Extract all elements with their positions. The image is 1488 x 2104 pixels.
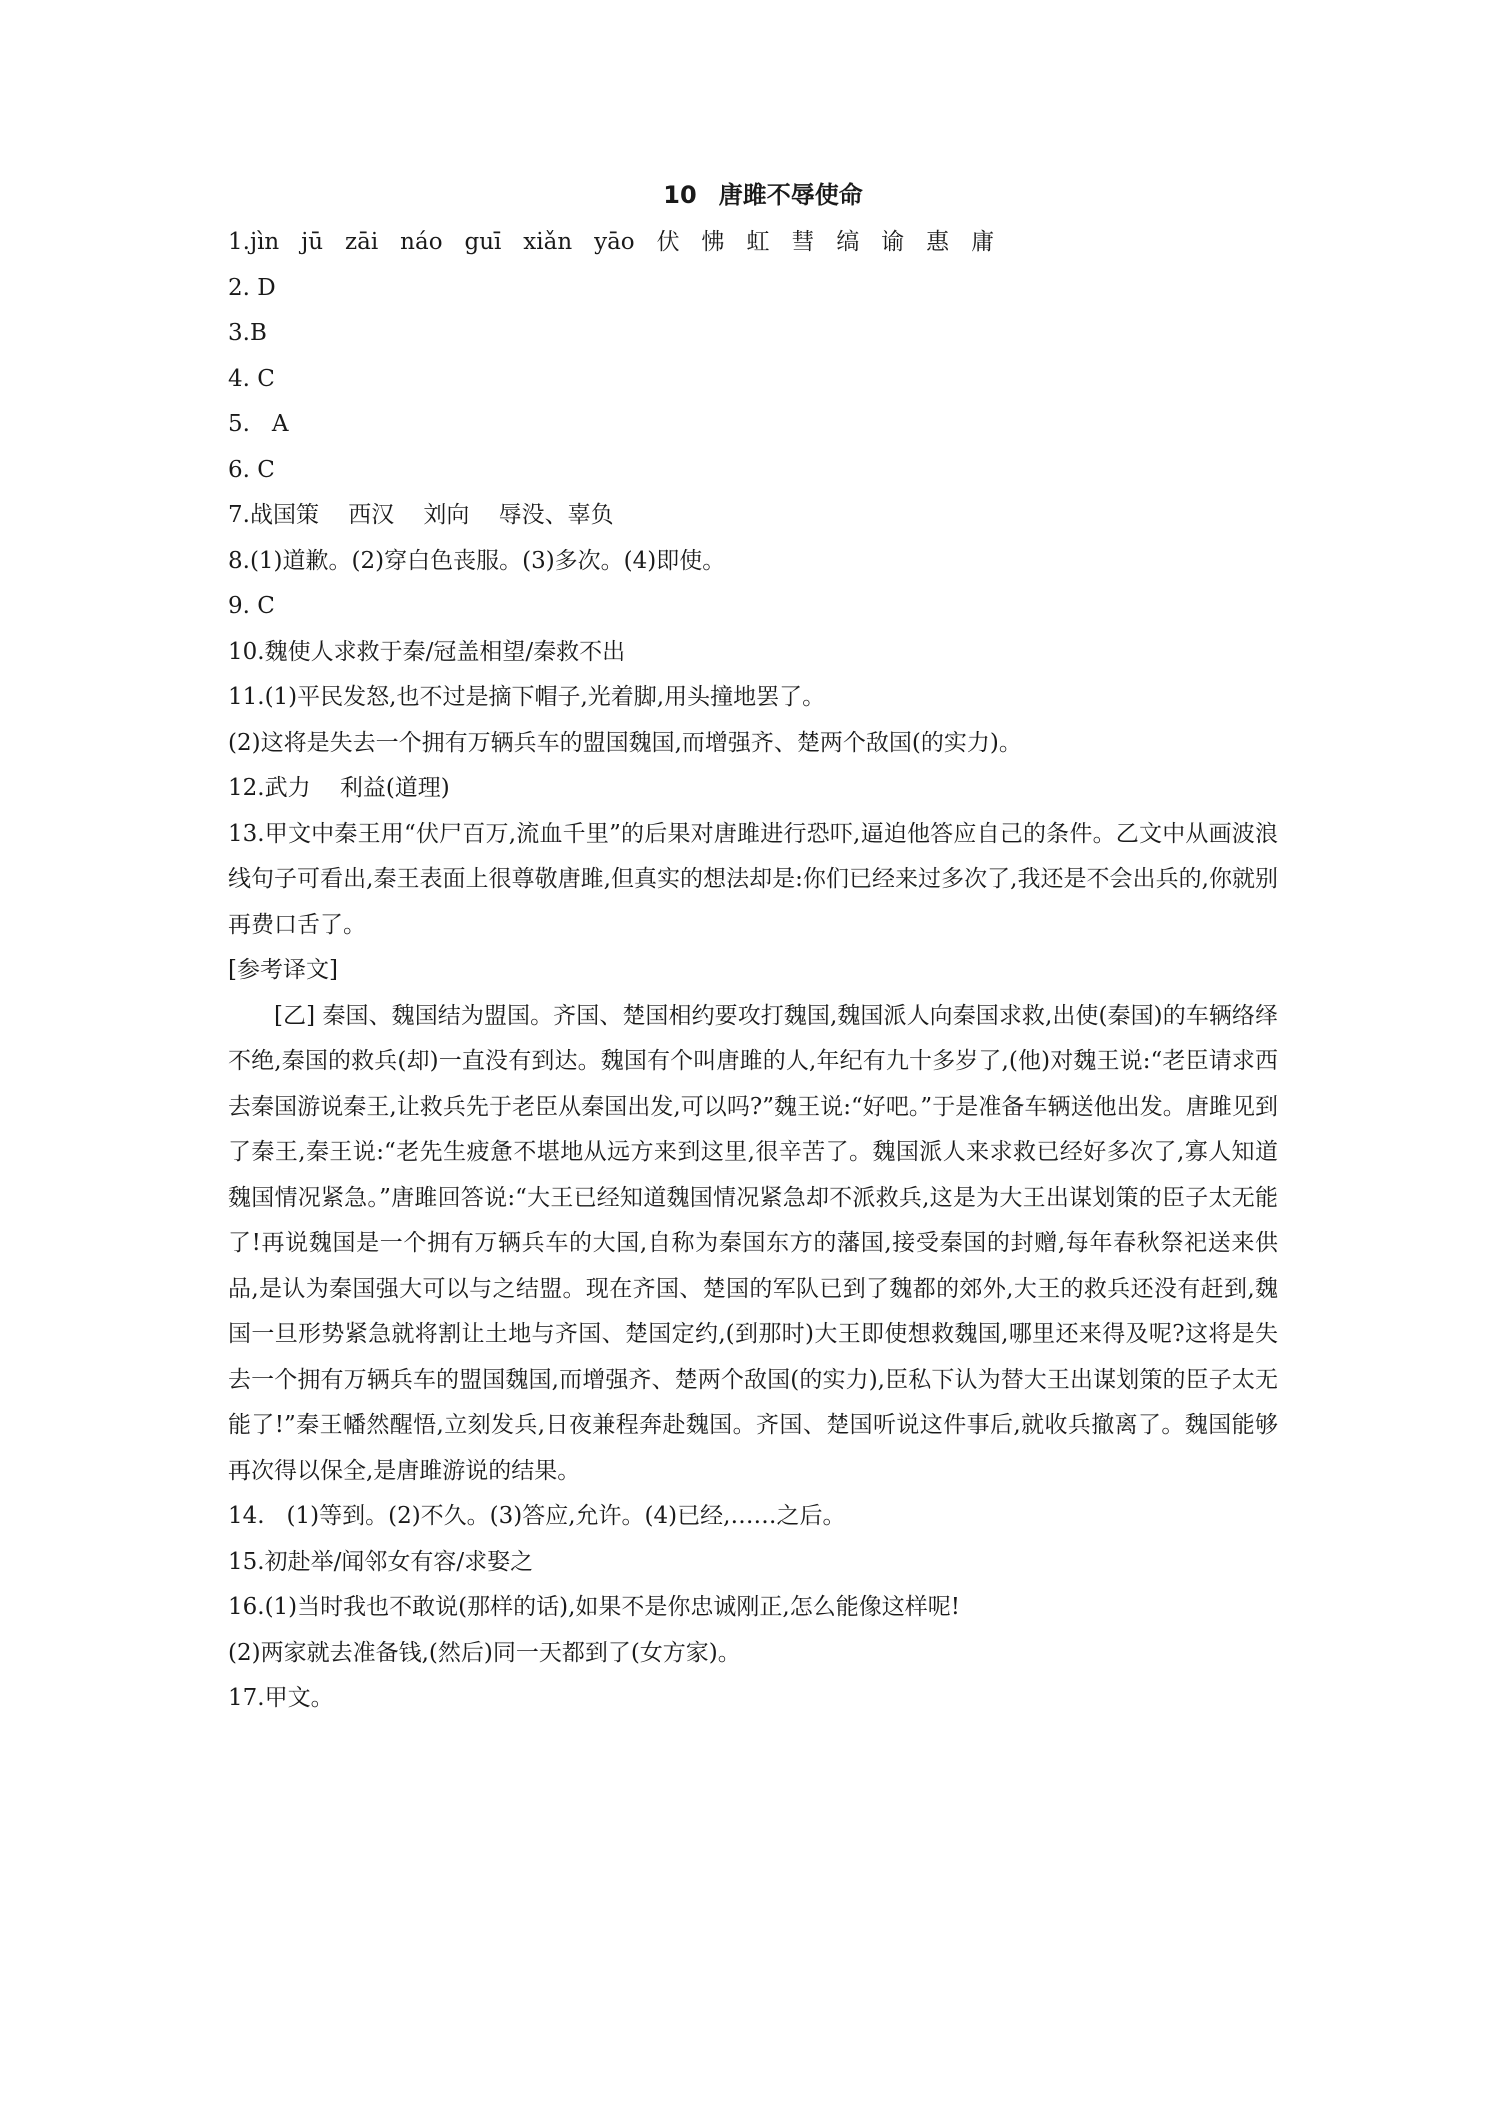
translation-paragraph: [乙] 秦国、魏国结为盟国。齐国、楚国相约要攻打魏国,魏国派人向秦国求救,出使(秦国)的车辆络绎不绝,秦国的救兵(却)一直没有到达。魏国有个叫唐雎的人,年纪有九十多岁了,(他)对魏王说:“老臣请求西去秦国游说秦王,让救兵先于老臣从秦国出发,可以吗?”魏王说:“好吧。”于是准备车辆送他出发。唐雎见到了秦王,秦王说:“老先生疲惫不堪地从远方来到这里,很辛苦了。魏国派人来求救已经好多次了,寡人知道魏国情况紧急。”唐雎回答说:“大王已经知道魏国情况紧急却不派救兵,这是为大王出谋划策的臣子太无能了!再说魏国是一个拥有万辆兵车的大国,自称为秦国东方的藩国,接受秦国的封赠,每年春秋祭祀送来供品,是认为秦国强大可以与之结盟。现在齐国、楚国的军队已到了魏都的郊外,大王的救兵还没有赶到,魏国一旦形势紧急就将割让土地与齐国、楚国定约,(到那时)大王即使想救魏国,哪里还来得及呢?这将是失去一个拥有万辆兵车的盟国魏国,而增强齐、楚两个敌国(的实力),臣私下认为替大王出谋划策的臣子太无能了!”秦王幡然醒悟,立刻发兵,日夜兼程奔赴魏国。齐国、楚国听说这件事后,就收兵撤离了。魏国能够再次得以保全,是唐雎游说的结果。 [228,1002,1278,1484]
lesson-number: 10 [663,181,697,209]
answer-line: 1.jìn jū zāi náo guī xiǎn yāo 伏 怫 虹 彗 缟 谕 惠 庸 [228,229,995,255]
lesson-title: 唐雎不辱使命 [718,181,863,209]
answer-line: 9. C [228,593,275,619]
answer-line: 15.初赴举/闻邻女有容/求娶之 [228,1548,534,1575]
reference-translation-label: [参考译文] [228,957,338,983]
answer-line: 11.(1)平民发怒,也不过是摘下帽子,光着脚,用头撞地罢了。 [228,684,826,710]
page-title [228,176,1278,214]
answer-line: 8.(1)道歉。(2)穿白色丧服。(3)多次。(4)即使。 [228,547,726,574]
answer-line: 16.(1)当时我也不敢说(那样的话),如果不是你忠诚刚正,怎么能像这样呢! [228,1594,960,1620]
answer-line: 14. (1)等到。(2)不久。(3)答应,允许。(4)已经,……之后。 [228,1503,846,1529]
answer-line: 6. C [228,456,275,483]
answer-line: 4. C [228,365,275,392]
answer-line: (2)两家就去准备钱,(然后)同一天都到了(女方家)。 [228,1639,741,1666]
answer-line: 17.甲文。 [228,1685,334,1711]
answer-line: 5. A [228,411,289,437]
answer-13-paragraph: 13.甲文中秦王用“伏尸百万,流血千里”的后果对唐雎进行恐吓,逼迫他答应自己的条件。乙文中从画波浪线句子可看出,秦王表面上很尊敬唐雎,但真实的想法却是:你们已经来过多次了,我还是不会出兵的,你就别再费口舌了。 [228,820,1278,938]
answer-line: 3.B [228,320,267,346]
answer-page [228,176,1278,1722]
answer-line: (2)这将是失去一个拥有万辆兵车的盟国魏国,而增强齐、楚两个敌国(的实力)。 [228,729,1022,756]
answer-line: 7.战国策 西汉 刘向 辱没、辜负 [228,502,614,528]
answer-line: 10.魏使人求救于秦/冠盖相望/秦救不出 [228,638,626,665]
answer-line: 12.武力 利益(道理) [228,775,450,801]
answer-line: 2. D [228,274,276,301]
